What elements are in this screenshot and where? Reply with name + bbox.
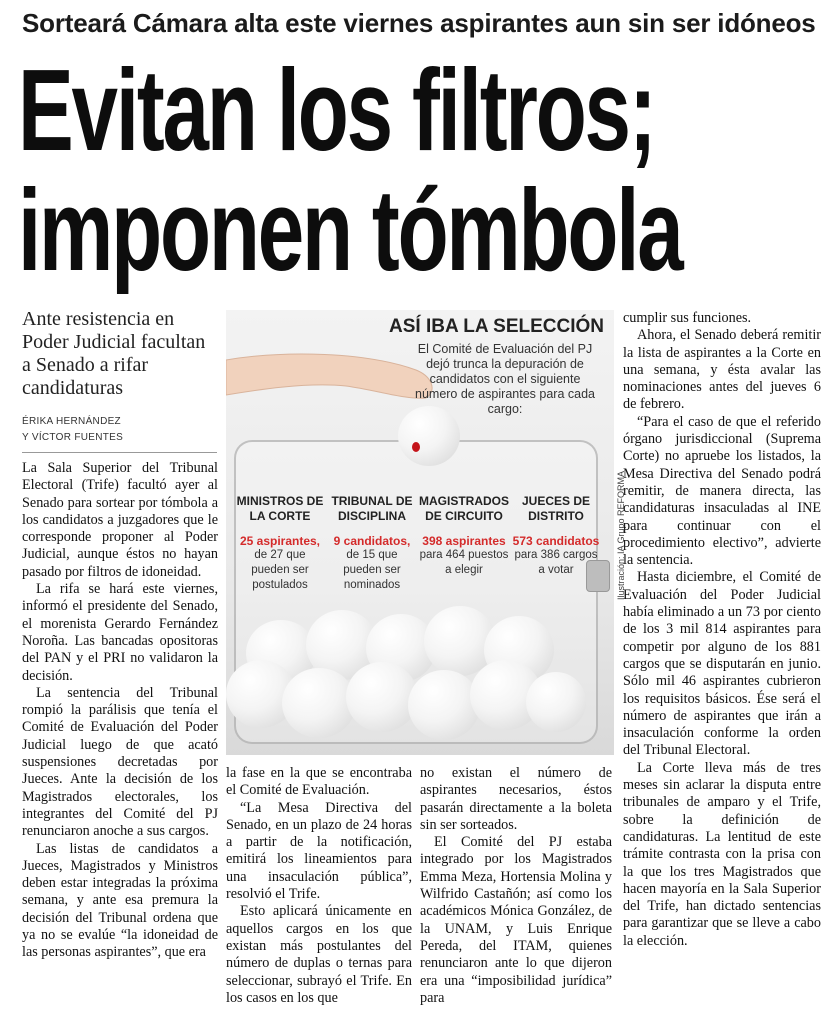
category-value: 398 aspirantes: [422, 534, 506, 548]
category-stats: [234, 494, 606, 604]
kicker: Sorteará Cámara alta este viernes aspirantes aun sin ser idóneos: [22, 8, 816, 38]
paragraph: La sentencia del Tribunal rompió la parálisis que tenía el Comité de Evaluación del Poder Judicial luego de que acató suspensiones decretadas por Jueces. Ante la decisión de los Magistrados electorales, los integrantes del Comité del PJ renunciaron anoche a sus cargos.: [22, 684, 218, 840]
category-ministros: [234, 494, 326, 593]
paragraph: cumplir sus funciones.: [623, 310, 752, 326]
paragraph: la fase en la que se encontraba el Comité de Evaluación.: [226, 765, 412, 799]
paragraph: La Corte lleva más de tres meses sin aclarar la disputa entre tribunales de amparo y el Trife, sobre la definición de candidaturas. La lentitud de este trámite contrasta con la prisa con la que los tres Magistrados que hacen mayoría en la Sala Superior del Trife, han dictado sentencias para garantizar que se lleve a cabo la elección.: [623, 759, 821, 949]
paragraph: La Sala Superior del Tribunal Electoral (Trife) facultó ayer al Senado para sortear por tómbola a los candidatos a juzgadores que le corresponde proponer al Poder Judicial, aunque éstos no hayan pasado por filtros de idoneidad.: [22, 460, 218, 580]
ball: [526, 672, 586, 732]
article-column-1: [22, 460, 218, 962]
paragraph: La rifa se hará este viernes, informó el presidente del Senado, el morenista Gerardo Fernández Noroña. Las bancadas opositoras del PAN y el PRI no validaron la decisión.: [22, 581, 218, 684]
paragraph: Esto aplicará únicamente en aquellos cargos en los que existan más postulantes del número de duplas o ternas para seleccionar, subrayó el Trife. En los casos en los que: [226, 903, 412, 1006]
paragraph: “Para el caso de que el referido órgano jurisdiccional (Suprema Corte) no apruebe los listados, la Mesa Directiva del Senado podrá remitir, de manera directa, las candidaturas insaculadas al INE para continuar con el procedimiento electivo”, advierte la sentencia.: [623, 413, 821, 569]
article-column-2: [226, 765, 412, 1007]
article-column-3: [420, 765, 612, 1007]
paragraph: El Comité del PJ estaba integrado por los Magistrados Emma Meza, Hortensia Molina y Wilfrido Castañón; así como los académicos Mónica González, de la UNAM, y Luis Enrique Pereda, del ITAM, quienes renunciaron ante lo que dijeron era una “imposibilidad jurídica” para: [420, 834, 612, 1006]
infographic: [226, 310, 614, 755]
category-value: 573 candidatos: [512, 534, 600, 548]
paragraph: no existan el número de aspirantes necesarios, éstos pasarán directamente a la boleta sin ser sorteados.: [420, 765, 612, 833]
infographic-intro: El Comité de Evaluación del PJ dejó trunca la depuración de candidatos con el siguiente número de aspirantes para cada cargo:: [415, 342, 595, 416]
category-title: TRIBUNAL DE DISCIPLINA: [331, 494, 413, 523]
category-tribunal: [326, 494, 418, 593]
bylines: [22, 414, 217, 446]
byline-1: ÉRIKA HERNÁNDEZ: [22, 416, 121, 427]
illustration-credit: Ilustración: IA Grupo REFORMA: [616, 470, 626, 600]
category-title: JUECES DE DISTRITO: [521, 494, 591, 523]
headline-line-1: Evitan los filtros;: [18, 45, 655, 175]
ball: [346, 662, 418, 732]
headline-line-2: imponen tómbola: [18, 165, 682, 295]
ball: [282, 668, 356, 738]
category-detail: para 386 cargos a votar: [514, 549, 598, 576]
paragraph: Las listas de candidatos a Jueces, Magistrados y Ministros deben estar integradas la próxima semana, y ante esa premura la decisión del Tribunal ordena que ya no se evalúe “la idoneidad de las personas aspirantes”, que era: [22, 840, 218, 961]
byline-2: Y VÍCTOR FUENTES: [22, 432, 124, 443]
byline-rule: [22, 452, 217, 453]
category-detail: de 15 que pueden ser nominados: [343, 549, 401, 591]
paragraph: Hasta diciembre, el Comité de Evaluación del Poder Judicial había eliminado a un 73 por ciento de los 3 mil 814 aspirantes para competir por alguno de los 881 cargos que se disputarán en junio. Sólo mil 46 aspirantes cubrieron los requisitos básicos. Ése será el número de aspirantes que irán a insaculación conforme la orden del Tribunal Electoral.: [623, 569, 821, 759]
paragraph: “La Mesa Directiva del Senado, en un plazo de 24 horas a partir de la notificación, emitirá los lineamientos para una insaculación pública”, resolvió el Trife.: [226, 799, 412, 903]
category-detail: de 27 que pueden ser postulados: [251, 549, 309, 591]
category-title: MINISTROS DE LA CORTE: [236, 494, 324, 523]
category-title: MAGISTRADOS DE CIRCUITO: [419, 494, 509, 523]
infographic-title: ASÍ IBA LA SELECCIÓN: [389, 316, 604, 337]
category-value: 25 aspirantes,: [239, 534, 321, 548]
article-column-4: [623, 310, 821, 950]
category-magistrados: [418, 494, 510, 578]
fingernail: [412, 442, 420, 452]
paragraph: Ahora, el Senado deberá remitir la lista de aspirantes a la Corte en una semana, y ésta avalar las nominaciones antes del jueves 6 de febrero.: [623, 327, 821, 413]
category-jueces: [510, 494, 602, 578]
category-value: 9 candidatos,: [333, 534, 411, 548]
deck: Ante resistencia en Poder Judicial facultan a Senado a rifar candidaturas: [22, 308, 206, 399]
ball: [408, 670, 480, 740]
category-detail: para 464 puestos a elegir: [419, 549, 509, 576]
